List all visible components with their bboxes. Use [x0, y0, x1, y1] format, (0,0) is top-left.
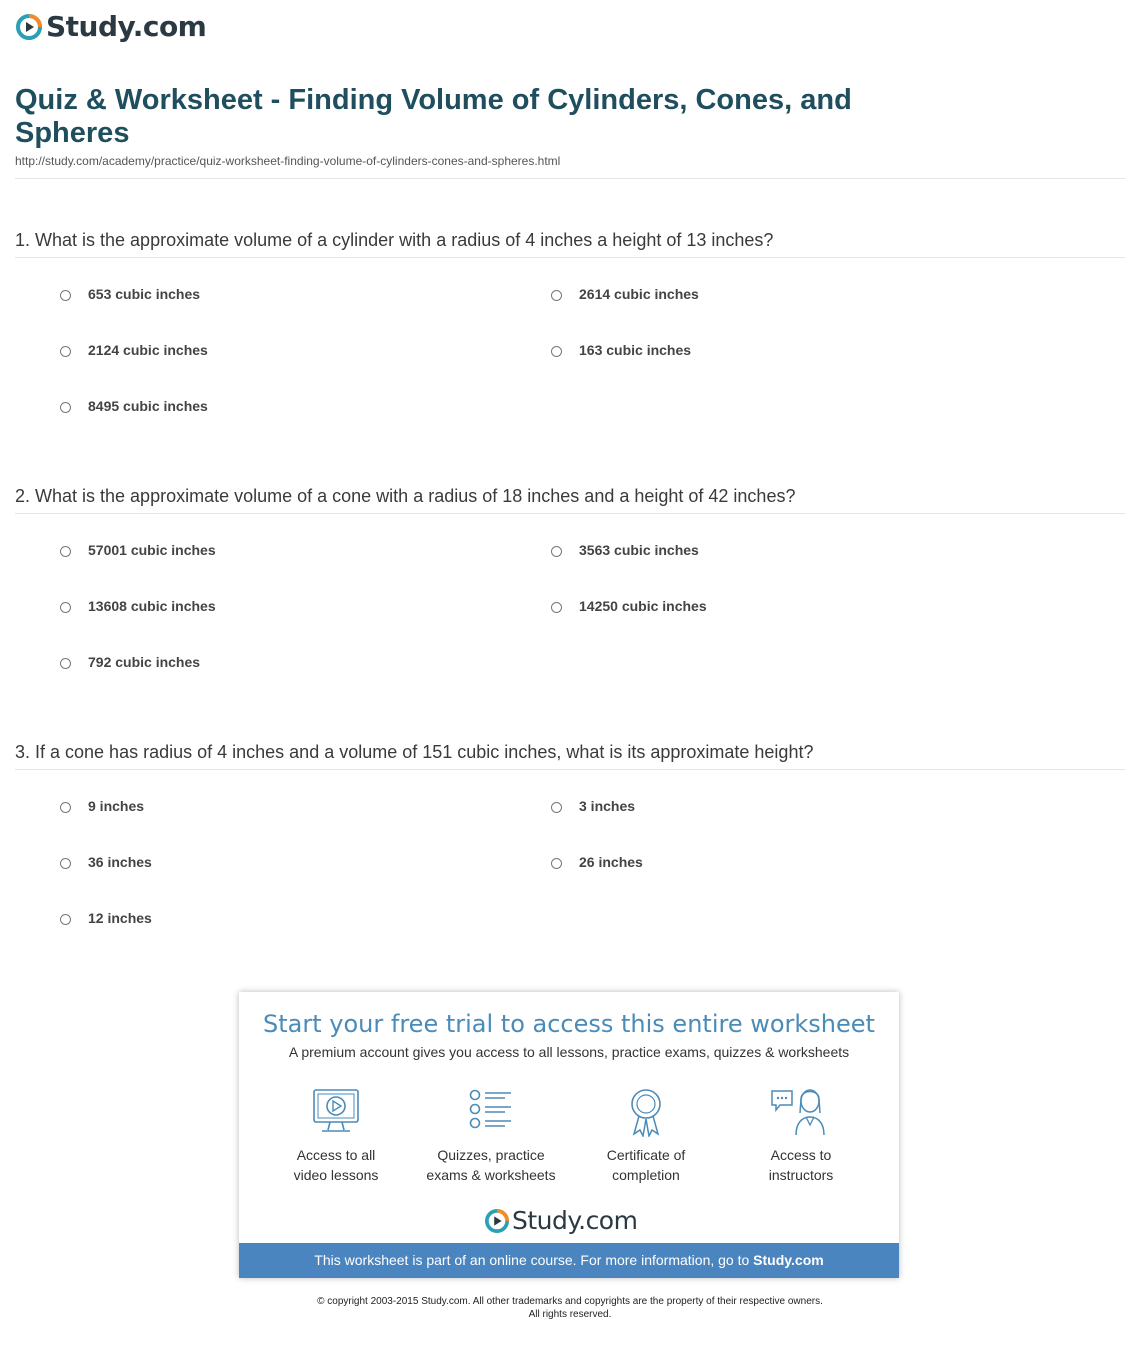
feature-label: Certificate of completion — [606, 1147, 686, 1183]
radio-button[interactable] — [551, 546, 562, 557]
radio-button[interactable] — [551, 802, 562, 813]
question-1 — [15, 229, 1125, 438]
question-text: 1. What is the approximate volume of a cylinder with a radius of 4 inches a height of 13 inches? — [15, 230, 774, 250]
question-text: 3. If a cone has radius of 4 inches and a volume of 151 cubic inches, what is its approximate height? — [15, 742, 814, 762]
answer-option[interactable]: 57001 cubic inches — [60, 542, 216, 558]
answer-option[interactable]: 3563 cubic inches — [551, 542, 699, 558]
answer-option[interactable]: 2124 cubic inches — [60, 342, 208, 358]
banner-link[interactable]: Study.com — [753, 1252, 824, 1268]
study-logo[interactable] — [16, 10, 206, 43]
free-trial-promo[interactable] — [239, 992, 899, 1278]
logo-play-icon — [16, 14, 42, 40]
header-divider — [15, 178, 1125, 179]
answer-options — [15, 258, 1125, 438]
page-url: http://study.com/academy/practice/quiz-worksheet-finding-volume-of-cylinders-cones-and-spheres.html — [15, 154, 561, 168]
radio-button[interactable] — [60, 290, 71, 301]
feature-certificate — [566, 1087, 726, 1185]
copyright-footer — [0, 1295, 1140, 1321]
question-2 — [15, 485, 1125, 694]
feature-video-lessons — [256, 1087, 416, 1185]
radio-button[interactable] — [551, 290, 562, 301]
radio-button[interactable] — [60, 914, 71, 925]
feature-label: Quizzes, practice exams & worksheets — [426, 1147, 556, 1183]
answer-options — [15, 770, 1125, 950]
course-info-banner — [239, 1243, 899, 1278]
answer-option[interactable]: 12 inches — [60, 910, 152, 926]
page-title: Quiz & Worksheet - Finding Volume of Cylinders, Cones, and Spheres — [15, 84, 852, 149]
certificate-ribbon-icon — [620, 1087, 672, 1137]
promo-subtitle: A premium account gives you access to all lessons, practice exams, quizzes & worksheets — [288, 1044, 850, 1060]
answer-option[interactable]: 9 inches — [60, 798, 144, 814]
answer-option[interactable]: 653 cubic inches — [60, 286, 200, 302]
question-text: 2. What is the approximate volume of a cone with a radius of 18 inches and a height of 42 inches? — [15, 486, 796, 506]
radio-button[interactable] — [60, 602, 71, 613]
rights-line: All rights reserved. — [528, 1309, 612, 1320]
answer-options — [15, 514, 1125, 694]
answer-option[interactable]: 36 inches — [60, 854, 152, 870]
answer-option[interactable]: 14250 cubic inches — [551, 598, 707, 614]
answer-option[interactable]: 8495 cubic inches — [60, 398, 208, 414]
question-3 — [15, 741, 1125, 950]
feature-label: Access to all video lessons — [293, 1147, 379, 1183]
radio-button[interactable] — [60, 858, 71, 869]
answer-option[interactable]: 26 inches — [551, 854, 643, 870]
answer-option[interactable]: 3 inches — [551, 798, 635, 814]
answer-option[interactable]: 792 cubic inches — [60, 654, 200, 670]
logo-play-icon — [485, 1209, 509, 1233]
radio-button[interactable] — [60, 546, 71, 557]
banner-text: This worksheet is part of an online course. For more information, go to — [314, 1252, 750, 1268]
radio-button[interactable] — [551, 858, 562, 869]
radio-button[interactable] — [60, 658, 71, 669]
feature-instructors — [721, 1087, 881, 1185]
radio-button[interactable] — [60, 802, 71, 813]
logo-text: Study.com — [512, 1206, 638, 1235]
radio-button[interactable] — [60, 402, 71, 413]
logo-text: Study.com — [46, 10, 207, 43]
answer-option[interactable]: 163 cubic inches — [551, 342, 691, 358]
video-monitor-icon — [310, 1087, 362, 1137]
radio-button[interactable] — [60, 346, 71, 357]
feature-quizzes — [411, 1087, 571, 1185]
feature-label: Access to instructors — [768, 1147, 834, 1183]
radio-button[interactable] — [551, 346, 562, 357]
answer-option[interactable]: 2614 cubic inches — [551, 286, 699, 302]
promo-title[interactable]: Start your free trial to access this entire worksheet — [263, 1010, 875, 1038]
copyright-line: © copyright 2003-2015 Study.com. All other trademarks and copyrights are the property of their respective owners. — [317, 1296, 823, 1307]
answer-option[interactable]: 13608 cubic inches — [60, 598, 216, 614]
radio-button[interactable] — [551, 602, 562, 613]
promo-study-logo[interactable] — [485, 1206, 637, 1235]
instructor-chat-icon — [770, 1087, 832, 1137]
quiz-list-icon — [465, 1087, 517, 1137]
